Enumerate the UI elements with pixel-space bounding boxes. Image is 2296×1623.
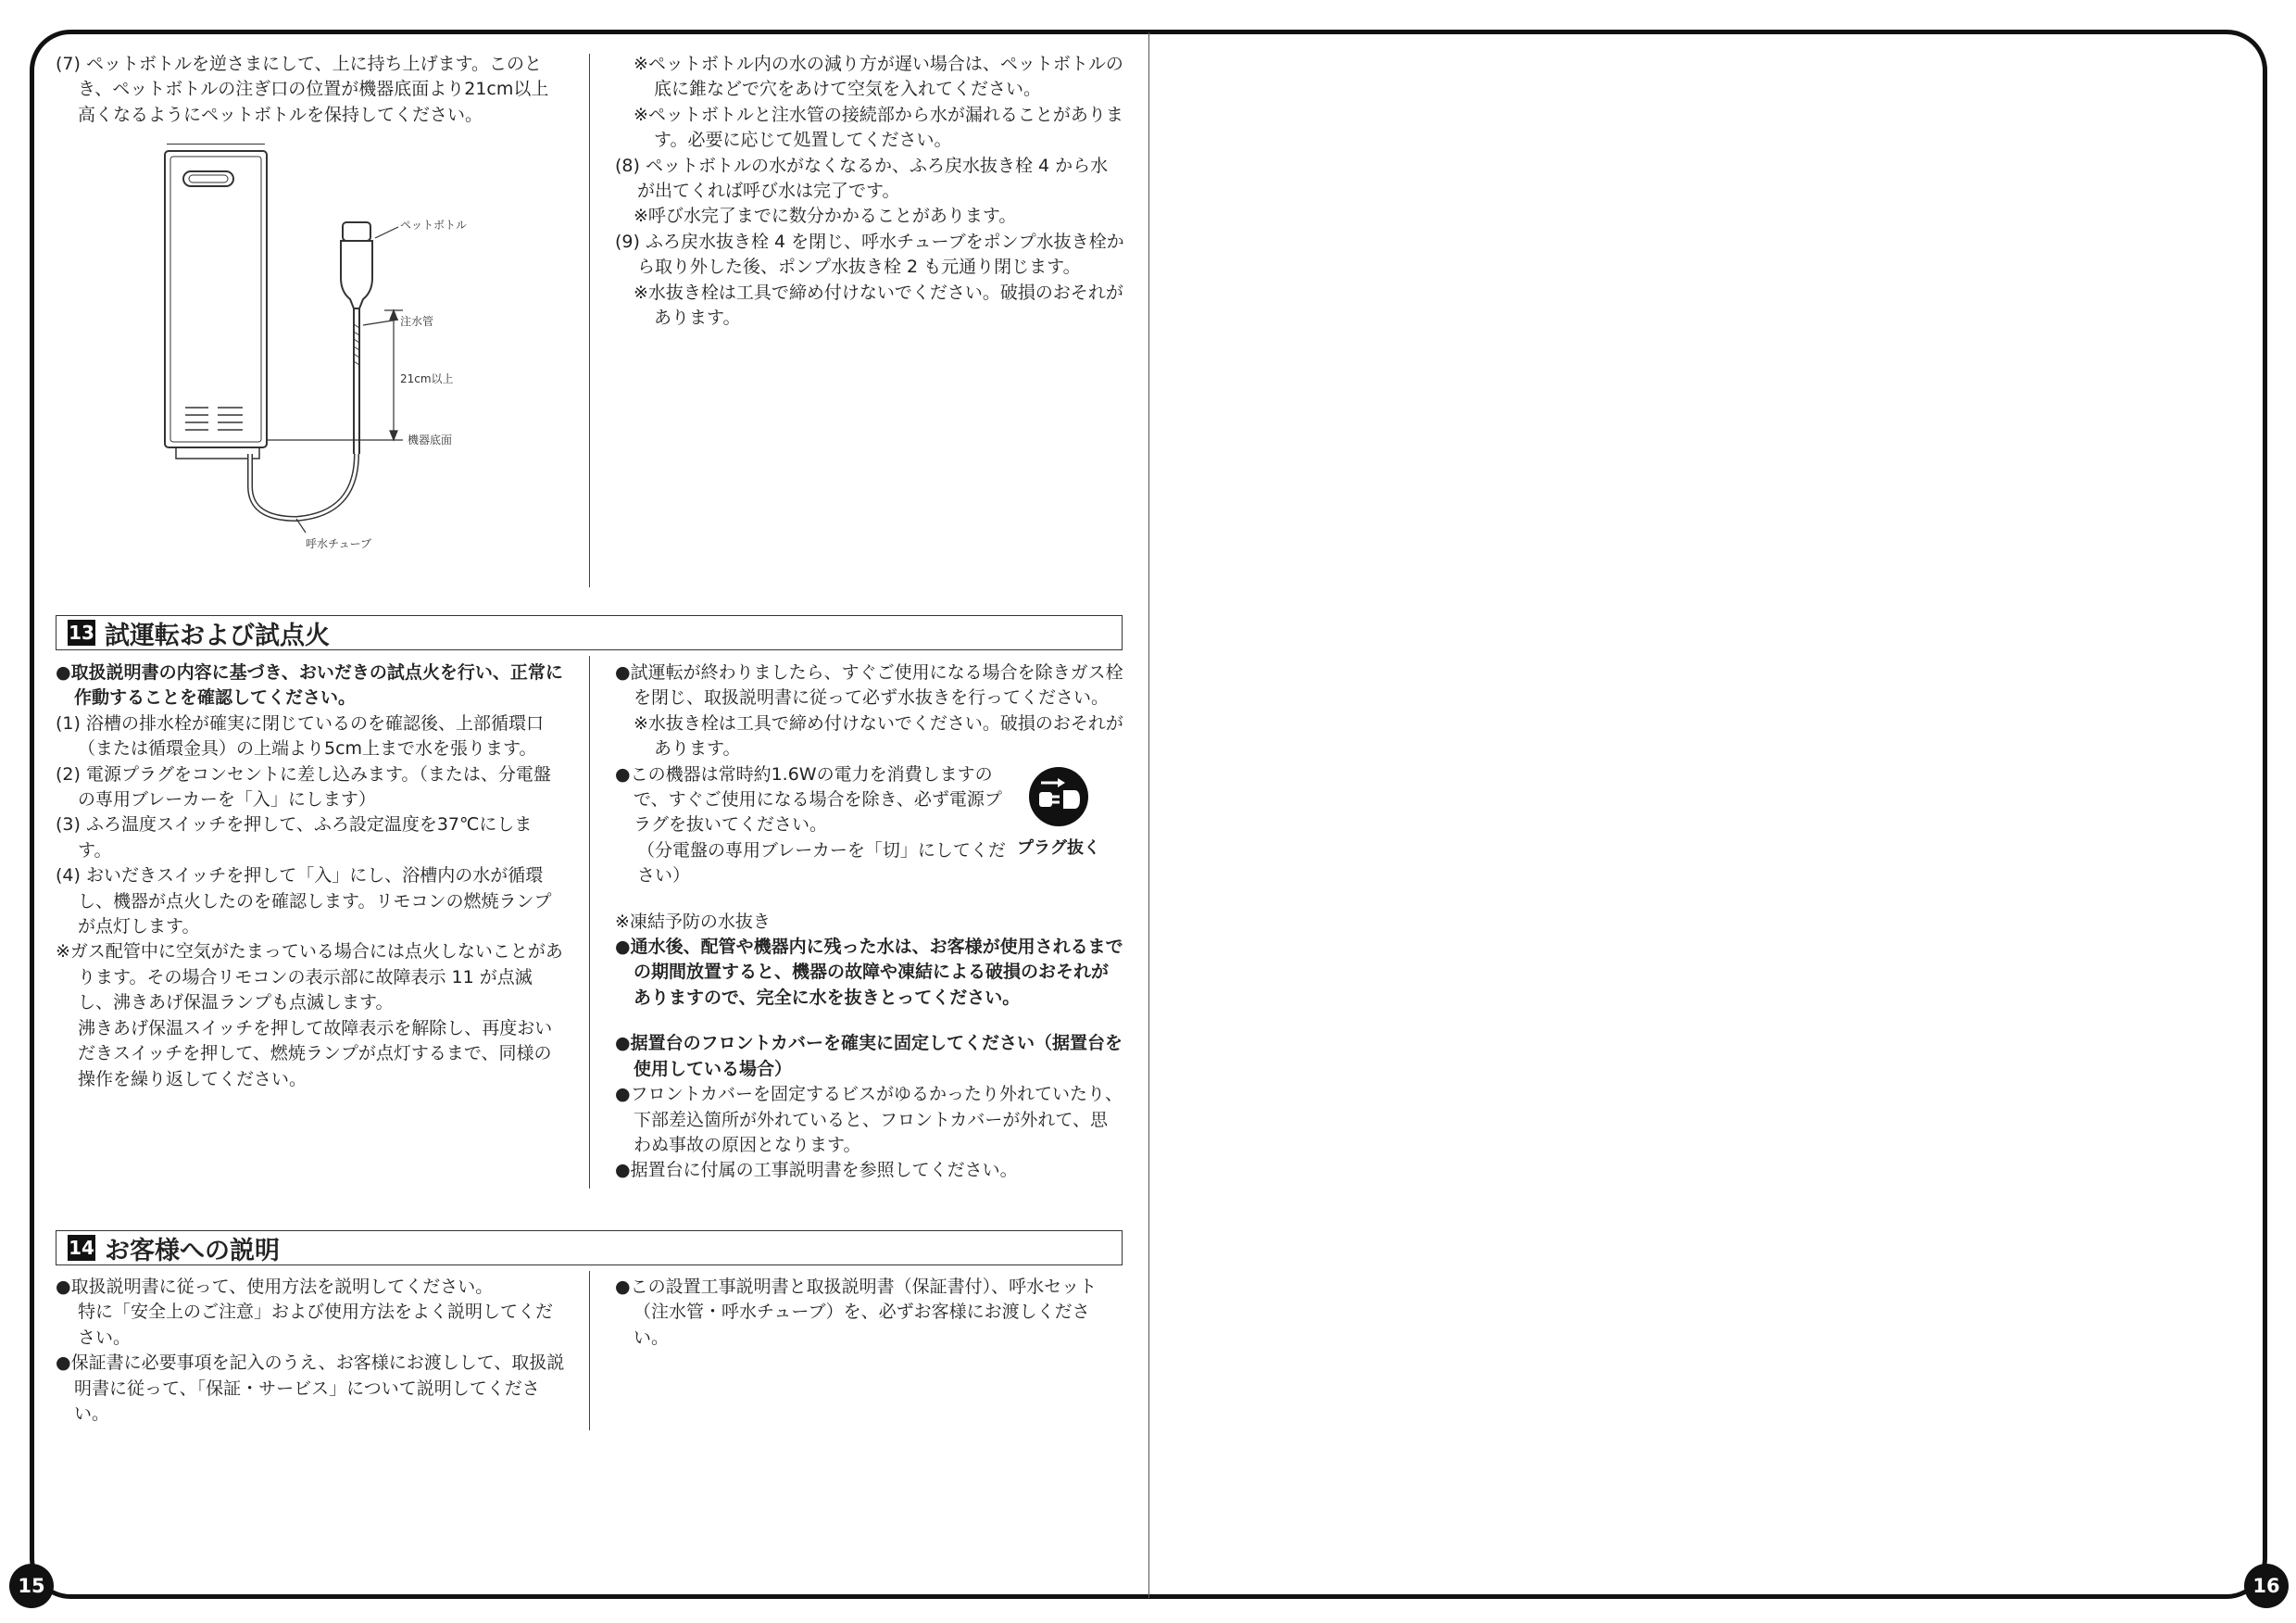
s13-step-1: (1) 浴槽の排水栓が確実に閉じているのを確認後、上部循環口（または循環金具）の上端より5cm上まで水を張ります。 — [56, 712, 544, 760]
section-14-title: お客様への説明 — [105, 1236, 280, 1265]
s13-gas-note-cont: 沸きあげ保温スイッチを押して故障表示を解除し、再度おいだきスイッチを押して、燃焼ランプが点灯するまで、同様の操作を繰り返してください。 — [78, 1017, 553, 1089]
s14-warranty: ●保証書に必要事項を記入のうえ、お客様にお渡しして、取扱説明書に従って、「保証・サービス」について説明してください。 — [56, 1352, 565, 1425]
section-13-number: 13 — [69, 622, 94, 644]
priming-diagram — [157, 144, 509, 560]
height-dimension — [267, 227, 403, 533]
s13-drain: ●試運転が終わりましたら、すぐご使用になる場合を除きガス栓を閉じ、取扱説明書に従って必ず水抜きを行ってください。 — [615, 662, 1123, 709]
s13-intro: ●取扱説明書の内容に基づき、おいだきの試点火を行い、正常に作動することを確認してください。 — [56, 662, 563, 709]
s13-step-3: (3) ふろ温度スイッチを押して、ふろ設定温度を37℃にします。 — [56, 814, 533, 861]
s13-power-cont: （分電盤の専用ブレーカーを「切」にしてください） — [637, 839, 1006, 887]
section-13-title: 試運転および試点火 — [105, 621, 330, 650]
top-right-column — [615, 52, 1124, 331]
label-tube: 呼水チューブ — [306, 537, 372, 550]
section-14-divider — [589, 1271, 590, 1430]
fill-pipe — [354, 308, 359, 454]
s13-cover-title: ●据置台のフロントカバーを確実に固定してください（据置台を使用している場合） — [615, 1033, 1123, 1079]
page-spine — [1148, 32, 1149, 1598]
note-no-tools: ※水抜き栓は工具で締め付けないでください。破損のおそれがあります。 — [634, 282, 1123, 329]
s14-explain: ●取扱説明書に従って、使用方法を説明してください。 — [56, 1277, 494, 1297]
s13-gas-note: ※ガス配管中に空気がたまっている場合には点火しないことがあります。その場合リモコンの表示部に故障表示 11 が点滅し、沸きあげ保温ランプも点滅します。 — [56, 941, 563, 1013]
note-air-hole: ※ペットボトル内の水の減り方が遅い場合は、ペットボトルの底に錐などで穴をあけて空気を入れてください。 — [634, 54, 1123, 100]
section-14-header — [56, 1230, 1123, 1265]
label-pipe: 注水管 — [400, 315, 434, 328]
note-leak: ※ペットボトルと注水管の接続部から水が漏れることがあります。必要に応じて処置してください。 — [634, 104, 1123, 151]
s14-explain-cont: 特に「安全上のご注意」および使用方法をよく説明してください。 — [78, 1302, 554, 1348]
section-13-header — [56, 615, 1123, 650]
water-heater-unit — [165, 144, 267, 459]
step-8: (8) ペットボトルの水がなくなるか、ふろ戻水抜き栓 4 から水が出てくれば呼び水は完了です。 — [615, 155, 1109, 202]
unplug-label: プラグ抜く — [1017, 838, 1100, 858]
section-14-number: 14 — [69, 1237, 94, 1259]
step-9: (9) ふろ戻水抜き栓 4 を閉じ、呼水チューブをポンプ水抜き栓から取り外した後、ポンプ水抜き栓 2 も元通り閉じます。 — [615, 231, 1124, 278]
label-bottle: ペットボトル — [400, 219, 468, 232]
page-number-right: 16 — [2244, 1564, 2289, 1608]
section-13-left — [56, 661, 565, 1092]
s13-freeze-title: ※凍結予防の水抜き — [615, 911, 771, 932]
pet-bottle — [341, 222, 372, 308]
unplug-symbol — [1008, 764, 1110, 859]
section-13-divider — [589, 656, 590, 1189]
section-14-right — [615, 1275, 1124, 1351]
s13-cover-text: ●フロントカバーを固定するビスがゆるかったり外れていたり、下部差込箇所が外れていると、フロントカバーが外れて、思わぬ事故の原因となります。 — [615, 1084, 1123, 1155]
s13-drain-note: ※水抜き栓は工具で締め付けないでください。破損のおそれがあります。 — [634, 712, 1123, 760]
priming-tube — [250, 454, 357, 519]
section-14-left — [56, 1275, 565, 1427]
s13-cover-ref: ●据置台に付属の工事説明書を参照してください。 — [615, 1160, 1018, 1181]
label-base: 機器底面 — [408, 434, 453, 447]
s13-step-4: (4) おいだきスイッチを押して「入」にし、浴槽内の水が循環し、機器が点火したのを確認します。リモコンの燃焼ランプが点灯します。 — [56, 865, 552, 937]
unplug-icon — [1026, 764, 1091, 829]
s13-power: ●この機器は常時約1.6Wの電力を消費しますので、すぐご使用になる場合を除き、必ず電源プラグを抜いてください。 — [615, 763, 1002, 836]
s13-freeze-text: ●通水後、配管や機器内に残った水は、お客様が使用されるまでの期間放置すると、機器の故障や凍結による破損のおそれがありますので、完全に水を抜きとってください。 — [615, 937, 1123, 1008]
column-divider — [589, 54, 590, 587]
label-height: 21cm以上 — [400, 372, 454, 385]
s13-step-2: (2) 電源プラグをコンセントに差し込みます。（または、分電盤の専用ブレーカーを「入」にします） — [56, 763, 551, 811]
s14-handover: ●この設置工事説明書と取扱説明書（保証書付）、呼水セット（注水管・呼水チューブ）を、必ずお客様にお渡しください。 — [615, 1277, 1098, 1348]
step-7: (7) ペットボトルを逆さまにして、上に持ち上げます。このとき、ペットボトルの注ぎ口の位置が機器底面より21cm以上高くなるようにペットボトルを保持してください。 — [56, 54, 549, 125]
note-minutes: ※呼び水完了までに数分かかることがあります。 — [634, 206, 1017, 227]
top-left-column — [56, 52, 565, 128]
section-13-right — [615, 661, 1124, 1184]
page-number-left: 15 — [9, 1564, 54, 1608]
